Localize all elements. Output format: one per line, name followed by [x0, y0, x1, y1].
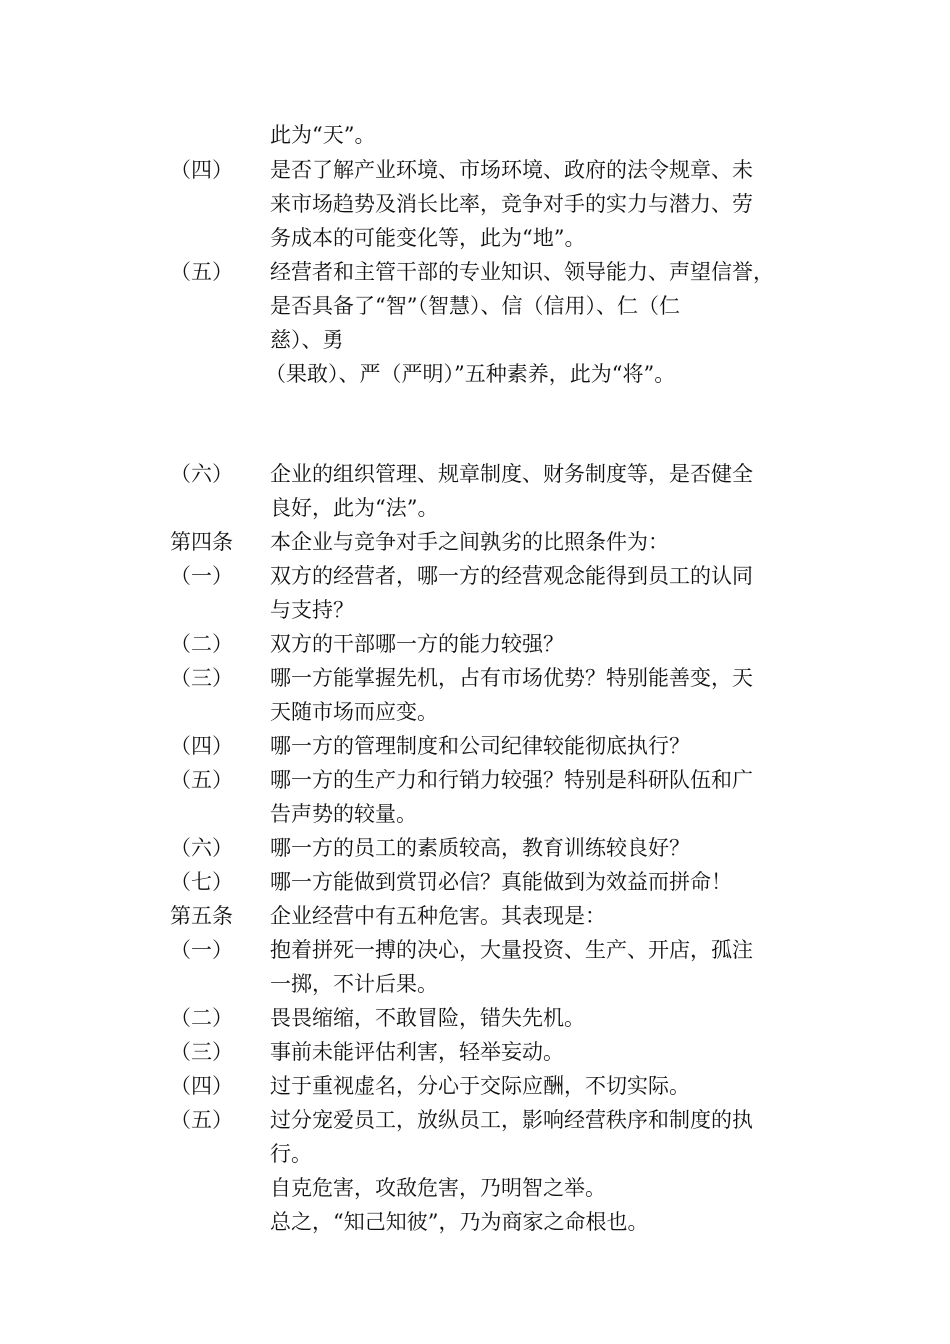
body-text-line: 企业的组织管理、规章制度、财务制度等，是否健全: [270, 462, 753, 486]
body-text-line: 过分宠爱员工，放纵员工，影响经营秩序和制度的执: [270, 1108, 753, 1132]
clause-label: 第四条: [170, 530, 233, 554]
body-text-line: 务成本的可能变化等，此为“地”。: [270, 226, 586, 250]
body-text-line: 良好，此为“法”。: [270, 496, 439, 520]
body-text-line: 畏畏缩缩，不敢冒险，错失先机。: [270, 1006, 585, 1030]
body-text-line: 事前未能评估利害，轻举妄动。: [270, 1040, 564, 1064]
body-text-line: 来市场趋势及消长比率，竞争对手的实力与潜力、劳: [270, 192, 753, 216]
body-text-line: 自克危害，攻敌危害，乃明智之举。: [270, 1176, 606, 1200]
clause-label: （二）: [170, 1006, 233, 1030]
body-text-line: （果敢）、严（严明）”五种素养，此为“将”。: [265, 362, 676, 386]
clause-label: 第五条: [170, 904, 233, 928]
body-text-line: 哪一方能做到赏罚必信？真能做到为效益而拼命！: [270, 870, 732, 894]
clause-label: （四）: [170, 1074, 233, 1098]
clause-label: （一）: [170, 564, 233, 588]
clause-label: （五）: [170, 768, 233, 792]
body-text-line: 告声势的较量。: [270, 802, 417, 826]
body-text-line: 经营者和主管干部的专业知识、领导能力、声望信誉，: [270, 260, 774, 284]
body-text-line: 哪一方能掌握先机，占有市场优势？特别能善变，天: [270, 666, 753, 690]
clause-label: （五）: [170, 260, 233, 284]
body-text-line: 是否了解产业环境、市场环境、政府的法令规章、未: [270, 158, 753, 182]
body-text-line: 总之，“知己知彼”，乃为商家之命根也。: [270, 1210, 649, 1234]
clause-label: （三）: [170, 1040, 233, 1064]
body-text-line: 此为“天”。: [270, 123, 376, 147]
body-text-line: 是否具备了“智”（智慧）、信（信用）、仁（仁: [270, 294, 680, 318]
body-text-line: 行。: [270, 1142, 312, 1166]
clause-label: （五）: [170, 1108, 233, 1132]
body-text-line: 本企业与竞争对手之间孰劣的比照条件为：: [270, 530, 669, 554]
clause-label: （一）: [170, 938, 233, 962]
body-text-line: 哪一方的管理制度和公司纪律较能彻底执行？: [270, 734, 690, 758]
clause-label: （四）: [170, 734, 233, 758]
clause-label: （六）: [170, 836, 233, 860]
body-text-line: 一掷，不计后果。: [270, 972, 438, 996]
clause-label: （四）: [170, 158, 233, 182]
body-text-line: 哪一方的员工的素质较高，教育训练较良好？: [270, 836, 690, 860]
body-text-line: 企业经营中有五种危害。其表现是：: [270, 904, 606, 928]
clause-label: （七）: [170, 870, 233, 894]
body-text-line: 慈）、勇: [270, 328, 344, 352]
clause-label: （六）: [170, 462, 233, 486]
clause-label: （三）: [170, 666, 233, 690]
body-text-line: 双方的经营者，哪一方的经营观念能得到员工的认同: [270, 564, 753, 588]
body-text-line: 双方的干部哪一方的能力较强？: [270, 632, 564, 656]
body-text-line: 与支持？: [270, 598, 354, 622]
body-text-line: 抱着拼死一搏的决心，大量投资、生产、开店，孤注: [270, 938, 753, 962]
body-text-line: 天随市场而应变。: [270, 700, 438, 724]
body-text-line: 哪一方的生产力和行销力较强？特别是科研队伍和广: [270, 768, 753, 792]
body-text-line: 过于重视虚名，分心于交际应酬，不切实际。: [270, 1074, 690, 1098]
clause-label: （二）: [170, 632, 233, 656]
